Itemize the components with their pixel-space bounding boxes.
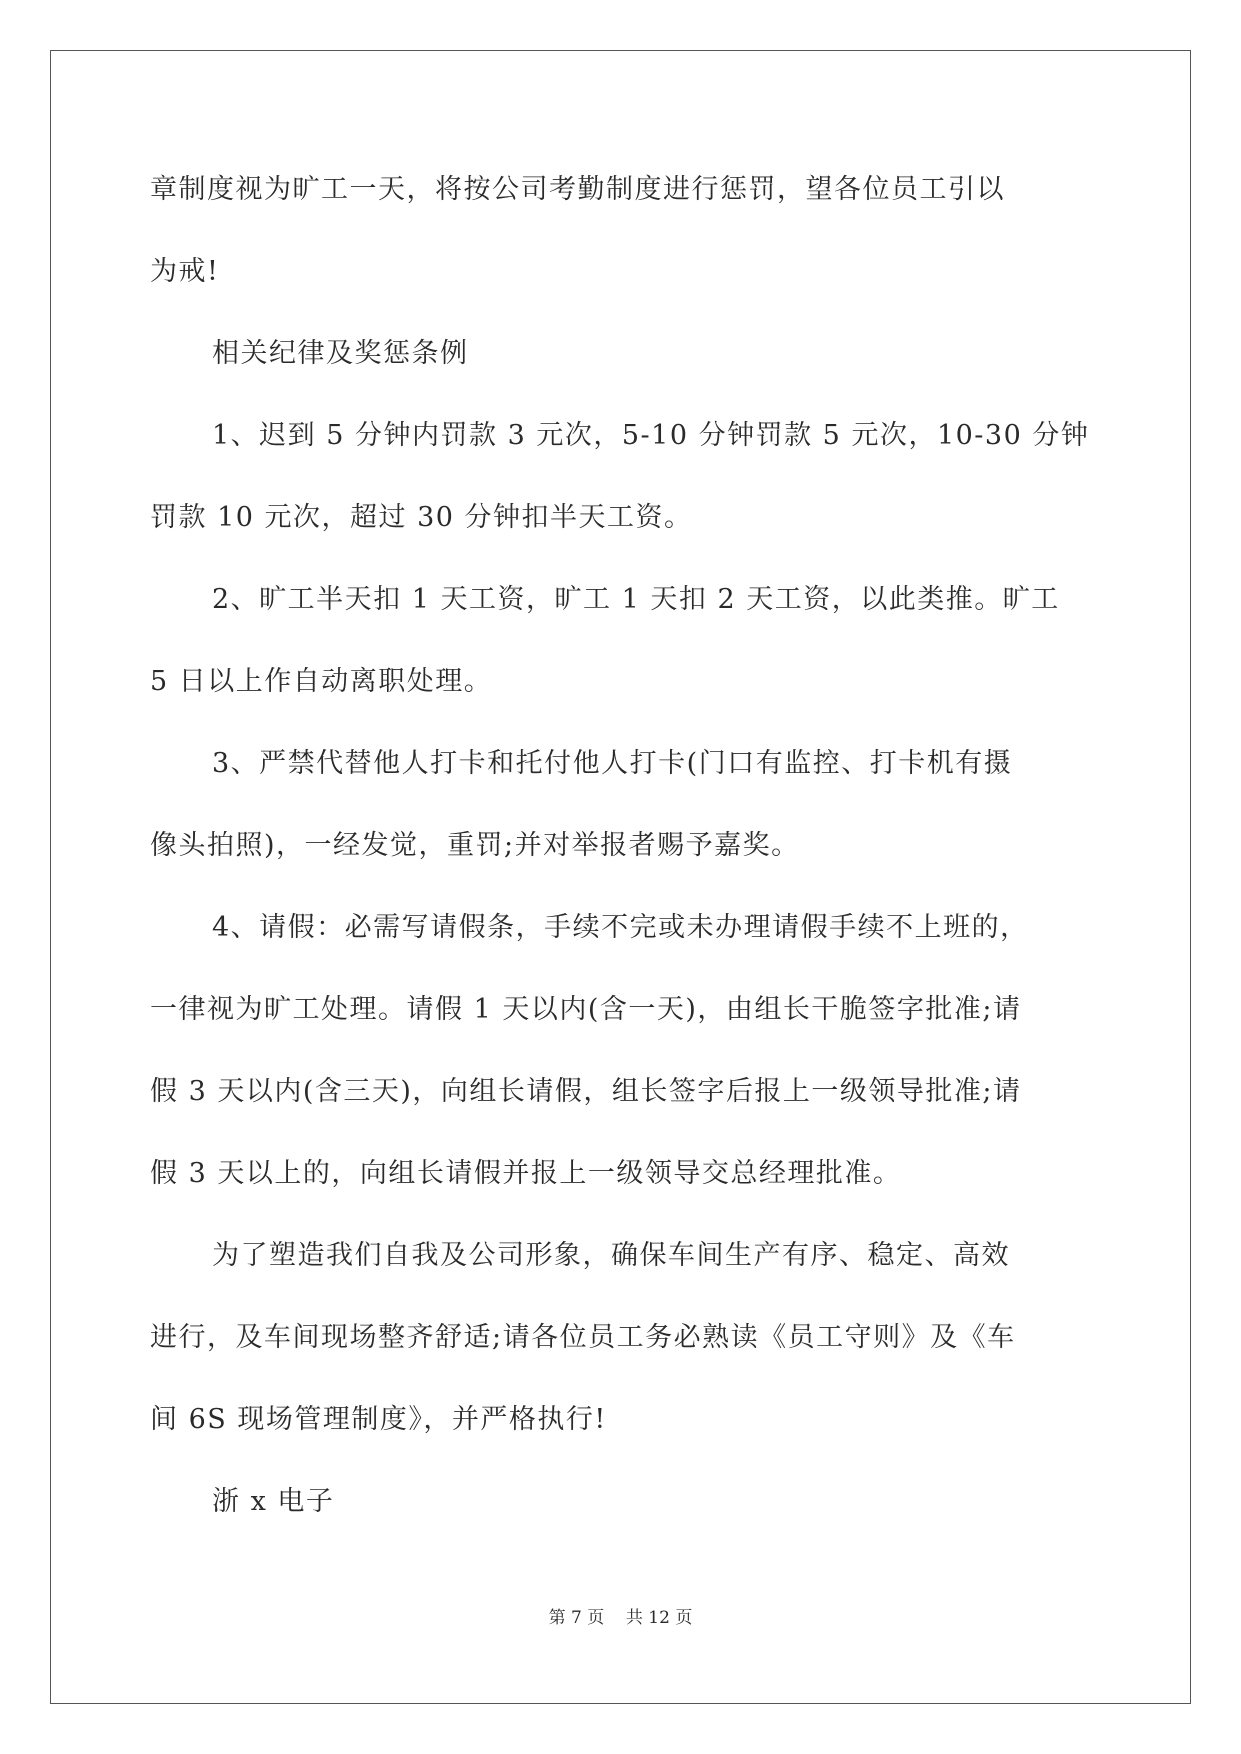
- text-line: 罚款 10 元次，超过 30 分钟扣半天工资。: [150, 502, 693, 533]
- text-line: 2、旷工半天扣 1 天工资，旷工 1 天扣 2 天工资，以此类推。旷工: [212, 584, 1060, 615]
- page-border: [50, 50, 1191, 1704]
- text-line: 4、请假：必需写请假条，手续不完或未办理请假手续不上班的，: [212, 912, 1029, 943]
- text-line: 假 3 天以上的，向组长请假并报上一级领导交总经理批准。: [150, 1158, 902, 1189]
- text-line: 章制度视为旷工一天，将按公司考勤制度进行惩罚，望各位员工引以: [150, 174, 1005, 205]
- text-line: 像头拍照)，一经发觉，重罚;并对举报者赐予嘉奖。: [150, 830, 800, 861]
- text-line: 进行，及车间现场整齐舒适;请各位员工务必熟读《员工守则》及《车: [150, 1322, 1016, 1353]
- text-line: 间 6S 现场管理制度》，并严格执行!: [150, 1404, 607, 1435]
- text-line: 为了塑造我们自我及公司形象，确保车间生产有序、稳定、高效: [212, 1240, 1010, 1271]
- text-line: 假 3 天以内(含三天)，向组长请假，组长签字后报上一级领导批准;请: [150, 1076, 1022, 1107]
- section-heading: 相关纪律及奖惩条例: [212, 338, 469, 369]
- signature-company: 浙 x 电子: [212, 1486, 335, 1517]
- page-number: 第 7 页 共 12 页: [548, 1608, 693, 1628]
- text-line: 5 日以上作自动离职处理。: [150, 666, 493, 697]
- text-line: 3、严禁代替他人打卡和托付他人打卡(门口有监控、打卡机有摄: [212, 748, 1013, 779]
- text-line: 一律视为旷工处理。请假 1 天以内(含一天)，由组长干脆签字批准;请: [150, 994, 1022, 1025]
- text-line: 为戒!: [150, 256, 220, 287]
- text-line: 1、迟到 5 分钟内罚款 3 元次，5-10 分钟罚款 5 元次，10-30 分钟: [212, 420, 1090, 451]
